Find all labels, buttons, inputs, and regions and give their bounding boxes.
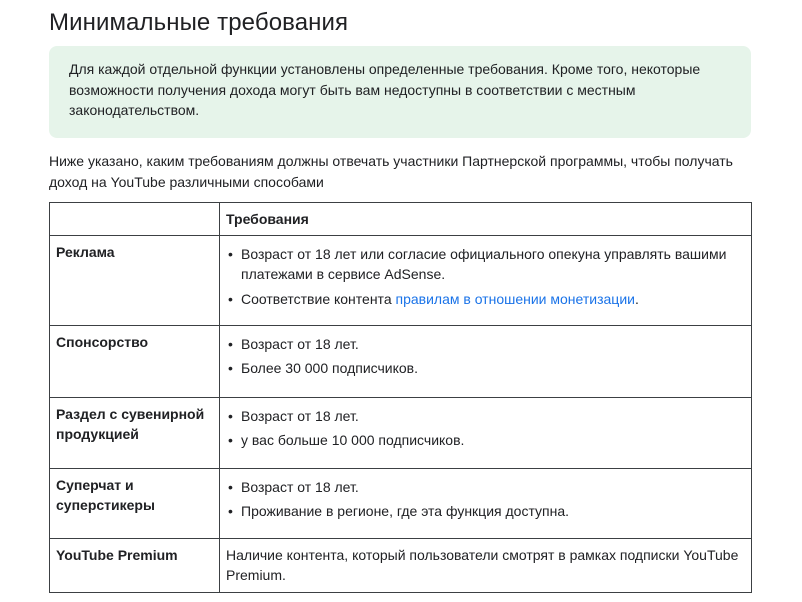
list-item: • Проживание в регионе, где эта функция доступна.: [241, 501, 745, 522]
feature-cell: Спонсорство: [50, 325, 220, 397]
requirements-list: [226, 477, 745, 522]
callout-text: Для каждой отдельной функции установлены определенные требования. Кроме того, некоторые возможности получения дохода могут быть вам недоступны в соответствии с местным законодательством.: [69, 61, 701, 118]
list-item: • Возраст от 18 лет.: [241, 406, 745, 427]
header-feature: [50, 203, 220, 236]
requirements-list: [226, 334, 745, 379]
table-row: [50, 235, 752, 325]
feature-cell: YouTube Premium: [50, 538, 220, 592]
table-row: [50, 468, 752, 538]
list-item: • Возраст от 18 лет или согласие официального опекуна управлять вашими платежами в сервисе AdSense.: [241, 244, 745, 285]
feature-cell: Реклама: [50, 235, 220, 325]
feature-cell: Раздел с сувенирной продукцией: [50, 397, 220, 468]
intro-paragraph: Ниже указано, каким требованиям должны отвечать участники Партнерской программы, чтобы получать доход на YouTube различными способами: [49, 153, 733, 190]
requirements-cell: Наличие контента, который пользователи смотрят в рамках подписки YouTube Premium.: [220, 538, 752, 592]
list-item-text: Соответствие контента: [241, 290, 396, 307]
list-item-suffix: .: [634, 290, 639, 307]
feature-cell: Суперчат и суперстикеры: [50, 468, 220, 538]
requirements-cell: [220, 325, 752, 397]
requirements-cell: [220, 235, 752, 325]
page-title: Минимальные требования: [49, 9, 349, 36]
note-callout: [49, 46, 751, 138]
table-header-row: [50, 203, 752, 236]
table-row: [50, 325, 752, 397]
list-item: • Более 30 000 подписчиков.: [241, 358, 745, 379]
table-row: [50, 538, 752, 592]
requirements-list: [226, 244, 745, 310]
list-item: • Возраст от 18 лет.: [241, 477, 745, 498]
table-row: [50, 397, 752, 468]
requirements-cell: [220, 397, 752, 468]
list-item: • у вас больше 10 000 подписчиков.: [241, 430, 745, 451]
requirements-list: [226, 406, 745, 451]
monetization-policy-link[interactable]: правилам в отношении монетизации: [395, 290, 635, 307]
list-item: [241, 289, 745, 310]
header-requirements: Требования: [220, 203, 752, 236]
requirements-table: [49, 202, 752, 593]
list-item: • Возраст от 18 лет.: [241, 334, 745, 355]
requirements-cell: [220, 468, 752, 538]
